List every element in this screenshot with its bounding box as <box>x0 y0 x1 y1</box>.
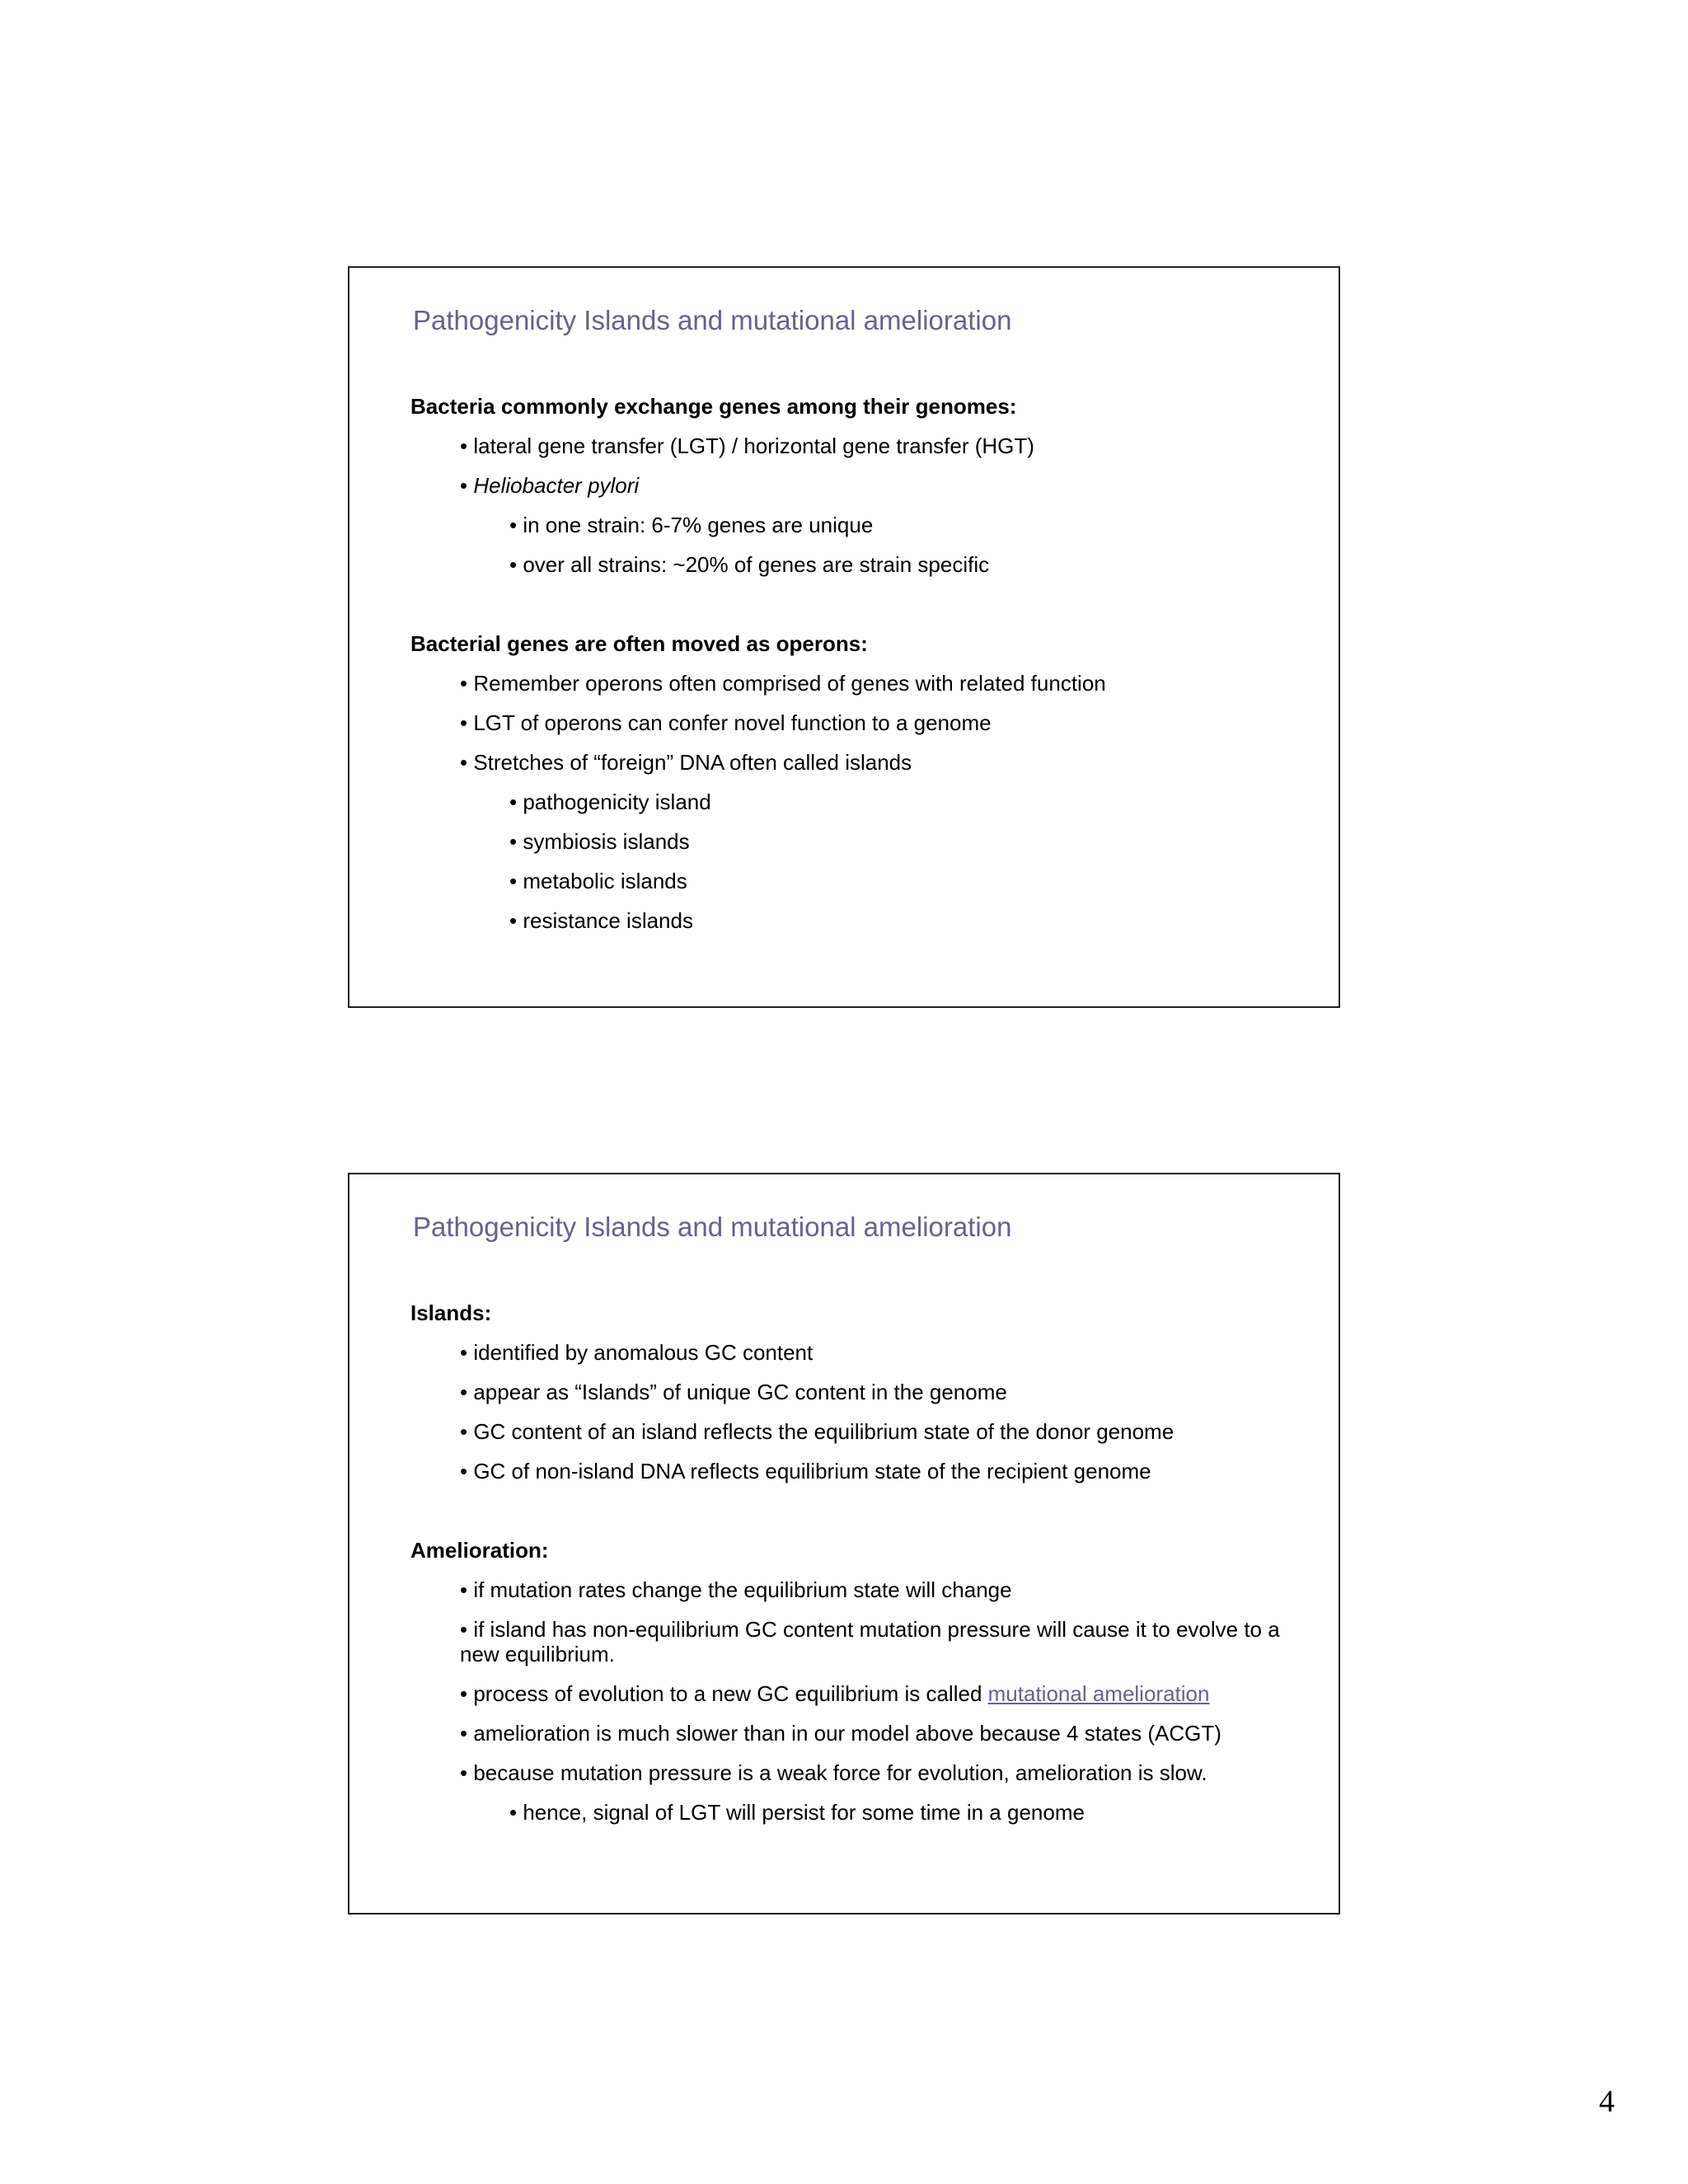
section-heading: Amelioration: <box>410 1538 549 1563</box>
sub-bullet-item: • hence, signal of LGT will persist for some time in a genome <box>509 1800 1085 1825</box>
sub-bullet-item: • metabolic islands <box>509 869 687 893</box>
section-heading: Bacteria commonly exchange genes among their genomes: <box>410 394 1017 419</box>
bullet-item: • identified by anomalous GC content <box>460 1340 814 1365</box>
sub-bullet-item: • pathogenicity island <box>509 790 711 814</box>
slide-body <box>410 394 1289 948</box>
bullet-item: • Remember operons often comprised of genes with related function <box>460 671 1106 696</box>
bullet-marker: • <box>460 473 474 498</box>
slide-title: Pathogenicity Islands and mutational amelioration <box>413 1212 1012 1242</box>
slide-2 <box>348 1173 1340 1915</box>
sub-bullet-item: • symbiosis islands <box>509 829 690 854</box>
bullet-item: • Stretches of “foreign” DNA often called islands <box>460 750 912 775</box>
bullet-item: • appear as “Islands” of unique GC content in the genome <box>460 1380 1007 1404</box>
bullet-item: • lateral gene transfer (LGT) / horizontal gene transfer (HGT) <box>460 434 1034 458</box>
section-heading: Islands: <box>410 1301 492 1325</box>
species-name: Heliobacter pylori <box>473 473 640 498</box>
bullet-item: • if mutation rates change the equilibrium state will change <box>460 1577 1012 1602</box>
slide-title: Pathogenicity Islands and mutational amelioration <box>413 305 1012 335</box>
section-heading: Bacterial genes are often moved as operons: <box>410 631 868 656</box>
bullet-item: • GC of non-island DNA reflects equilibrium state of the recipient genome <box>460 1459 1151 1483</box>
bullet-item: • because mutation pressure is a weak force for evolution, amelioration is slow. <box>460 1760 1207 1785</box>
sub-bullet-item: • over all strains: ~20% of genes are strain specific <box>509 552 990 577</box>
slide-body <box>410 1301 1289 1840</box>
bullet-item: • LGT of operons can confer novel function to a genome <box>460 710 992 735</box>
slide-1 <box>348 266 1340 1008</box>
bullet-item <box>410 1681 1289 1706</box>
mutational-amelioration-link[interactable]: mutational amelioration <box>987 1681 1210 1706</box>
page-number: 4 <box>1599 2084 1615 2119</box>
bullet-item: • if island has non-equilibrium GC content mutation pressure will cause it to evolve to a new equilibrium. <box>460 1617 1280 1666</box>
bullet-text: • process of evolution to a new GC equilibrium is called <box>460 1681 988 1706</box>
bullet-item: • GC content of an island reflects the equilibrium state of the donor genome <box>460 1419 1175 1444</box>
sub-bullet-item: • in one strain: 6-7% genes are unique <box>509 513 874 537</box>
sub-bullet-item: • resistance islands <box>509 908 693 933</box>
bullet-item: • amelioration is much slower than in our model above because 4 states (ACGT) <box>460 1721 1221 1746</box>
bullet-item <box>410 473 1289 498</box>
